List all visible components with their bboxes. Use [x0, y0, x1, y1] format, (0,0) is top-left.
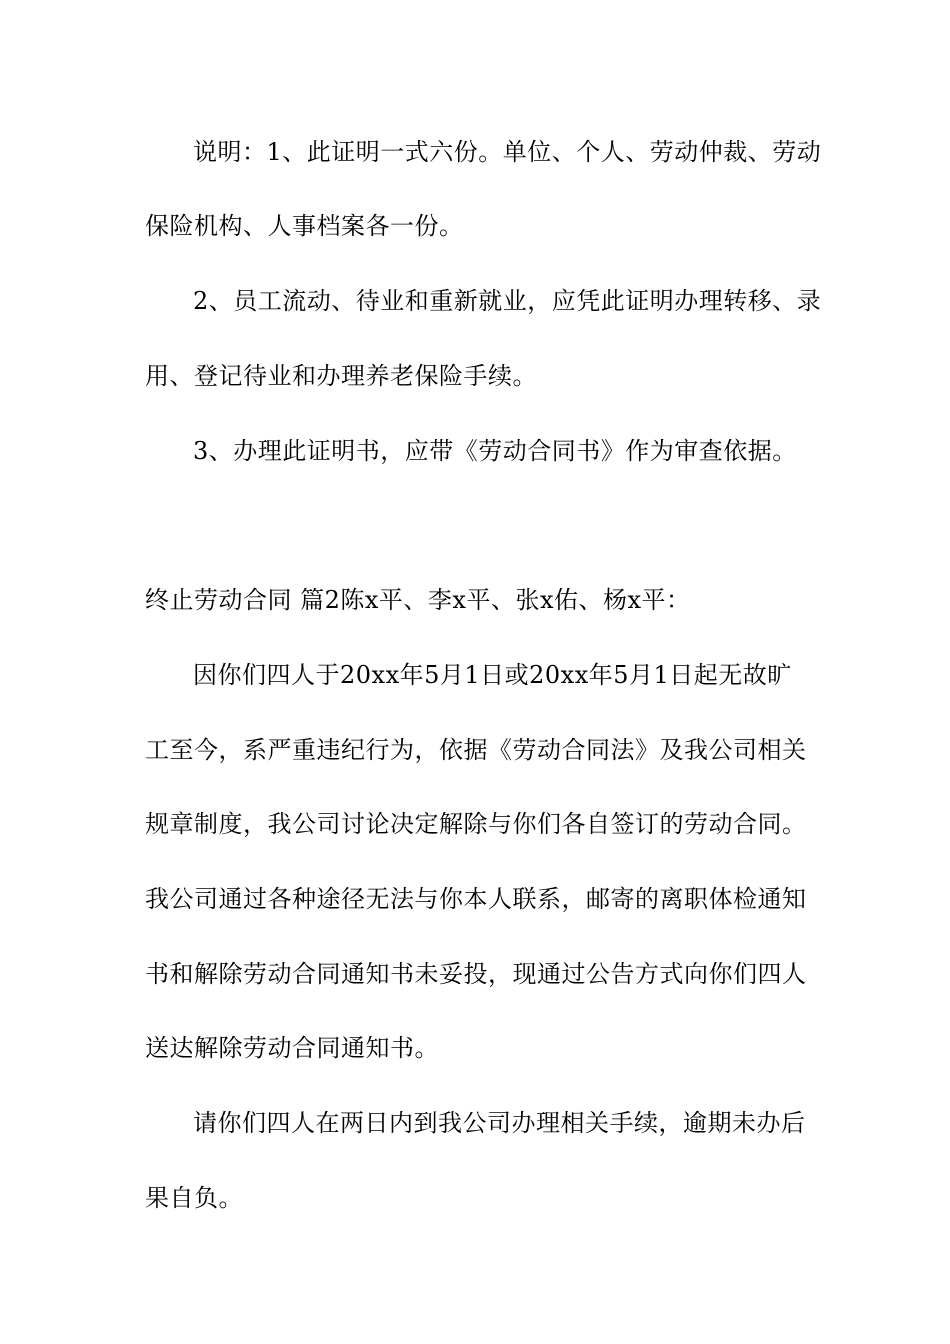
note-line-3: 2、员工流动、待业和重新就业，应凭此证明办理转移、录 — [193, 287, 822, 315]
section-heading: 终止劳动合同 篇2陈x平、李x平、张x佑、杨x平： — [145, 586, 691, 614]
body-line-1: 因你们四人于20xx年5月1日或20xx年5月1日起无故旷 — [193, 661, 792, 689]
note-line-1: 说明：1、此证明一式六份。单位、个人、劳动仲裁、劳动 — [193, 138, 822, 166]
body-line-6: 送达解除劳动合同通知书。 — [145, 1034, 439, 1062]
note-line-5: 3、办理此证明书，应带《劳动合同书》作为审查依据。 — [193, 437, 797, 465]
body-line-8: 果自负。 — [145, 1184, 243, 1212]
body-line-4: 我公司通过各种途径无法与你本人联系，邮寄的离职体检通知 — [145, 885, 807, 913]
note-line-4: 用、登记待业和办理养老保险手续。 — [145, 362, 537, 390]
body-line-5: 书和解除劳动合同通知书未妥投，现通过公告方式向你们四人 — [145, 960, 807, 988]
note-line-2: 保险机构、人事档案各一份。 — [145, 212, 464, 240]
body-line-7: 请你们四人在两日内到我公司办理相关手续，逾期未办后 — [193, 1109, 806, 1137]
body-line-2: 工至今，系严重违纪行为，依据《劳动合同法》及我公司相关 — [145, 736, 807, 764]
body-line-3: 规章制度，我公司讨论决定解除与你们各自签订的劳动合同。 — [145, 810, 807, 838]
